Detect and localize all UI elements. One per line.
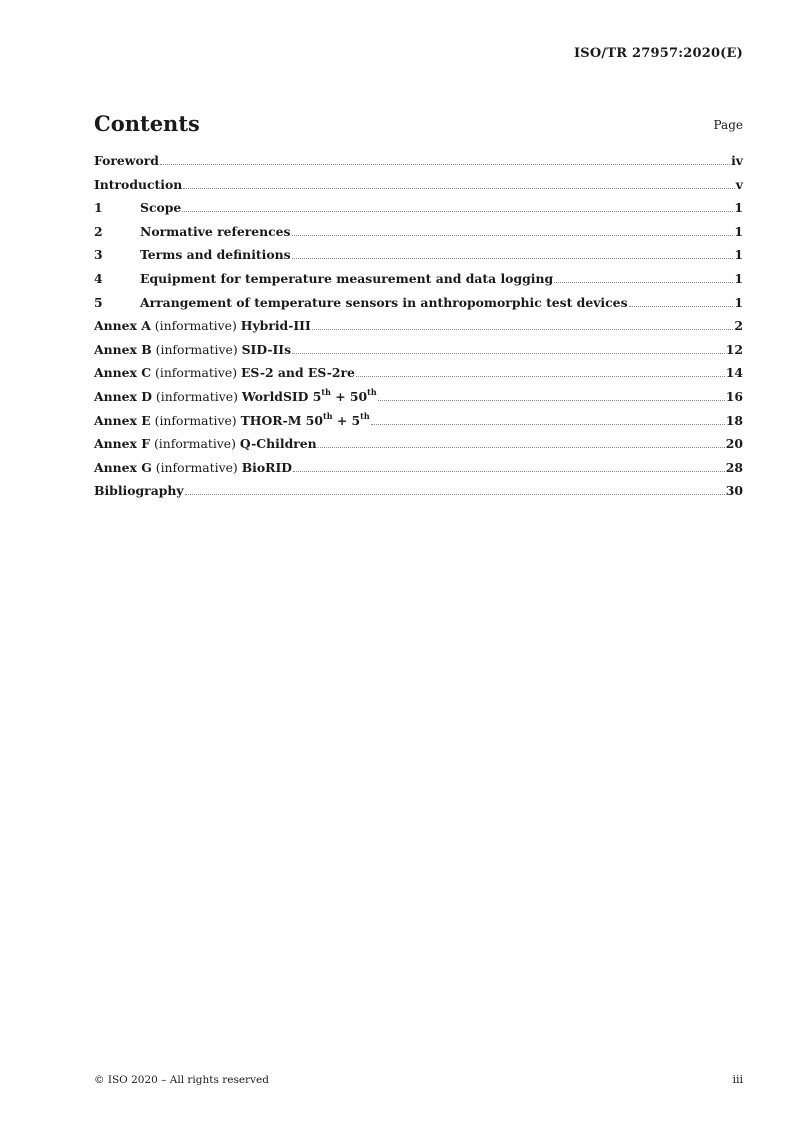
toc-entry-title: Normative references bbox=[140, 223, 291, 239]
toc-entry-title: Terms and definitions bbox=[140, 247, 291, 263]
toc-entry-title: Annex E (informative) THOR-M 50th + 5th bbox=[94, 410, 370, 428]
toc-entry-title: Scope bbox=[140, 200, 182, 216]
toc-entry-title: Annex B (informative) SID-IIs bbox=[94, 341, 292, 357]
toc-entry-annex-f[interactable] bbox=[94, 436, 743, 460]
toc-entry-annex-e[interactable] bbox=[94, 410, 743, 437]
dot-leader bbox=[629, 306, 734, 307]
toc-entry-title: Annex F (informative) Q-Children bbox=[94, 436, 317, 452]
toc-entry-page: 28 bbox=[725, 459, 743, 475]
table-of-contents bbox=[94, 153, 743, 507]
toc-entry-introduction[interactable] bbox=[94, 177, 743, 201]
toc-entry-clause-3[interactable] bbox=[94, 247, 743, 271]
toc-entry-page: 2 bbox=[734, 318, 743, 334]
toc-entry-number: 3 bbox=[94, 247, 103, 263]
toc-entry-number: 2 bbox=[94, 223, 103, 239]
dot-leader bbox=[378, 400, 725, 401]
toc-entry-annex-a[interactable] bbox=[94, 318, 743, 342]
toc-entry-clause-5[interactable] bbox=[94, 295, 743, 319]
toc-entry-title: Annex A (informative) Hybrid-III bbox=[94, 318, 311, 334]
dot-leader bbox=[318, 447, 725, 448]
toc-entry-annex-b[interactable] bbox=[94, 342, 743, 366]
dot-leader bbox=[312, 329, 734, 330]
toc-entry-title: Equipment for temperature measurement and data logging bbox=[140, 270, 554, 286]
toc-entry-page: 1 bbox=[734, 200, 743, 216]
toc-entry-number: 4 bbox=[94, 270, 103, 286]
toc-entry-clause-1[interactable] bbox=[94, 200, 743, 224]
toc-entry-title: Annex D (informative) WorldSID 5th + 50th bbox=[94, 386, 377, 404]
toc-entry-title: Annex C (informative) ES-2 and ES-2re bbox=[94, 365, 355, 381]
page-title: Contents bbox=[94, 111, 200, 136]
toc-entry-number: 1 bbox=[94, 200, 103, 216]
toc-entry-foreword[interactable] bbox=[94, 153, 743, 177]
toc-entry-page: 14 bbox=[725, 365, 743, 381]
toc-entry-page: 20 bbox=[725, 436, 743, 452]
toc-entry-number: 5 bbox=[94, 294, 103, 310]
toc-entry-clause-2[interactable] bbox=[94, 224, 743, 248]
toc-entry-title: Annex G (informative) BioRID bbox=[94, 459, 292, 475]
toc-entry-title: Bibliography bbox=[94, 483, 184, 499]
toc-entry-annex-d[interactable] bbox=[94, 386, 743, 413]
page-number: iii bbox=[732, 1073, 743, 1086]
toc-entry-annex-g[interactable] bbox=[94, 460, 743, 484]
dot-leader bbox=[292, 353, 725, 354]
dot-leader bbox=[371, 424, 725, 425]
dot-leader bbox=[292, 235, 734, 236]
toc-entry-page: 12 bbox=[725, 341, 743, 357]
dot-leader bbox=[356, 376, 725, 377]
page-column-label: Page bbox=[713, 118, 743, 132]
toc-entry-title: Introduction bbox=[94, 176, 183, 192]
document-identifier: ISO/TR 27957:2020(E) bbox=[574, 46, 743, 61]
dot-leader bbox=[182, 211, 733, 212]
dot-leader bbox=[183, 188, 735, 189]
toc-entry-page: 1 bbox=[734, 270, 743, 286]
toc-entry-title: Arrangement of temperature sensors in anthropomorphic test devices bbox=[140, 294, 628, 310]
toc-entry-title: Foreword bbox=[94, 153, 159, 168]
toc-entry-page: iv bbox=[731, 153, 743, 168]
toc-entry-page: 1 bbox=[734, 294, 743, 310]
dot-leader bbox=[160, 164, 730, 165]
copyright-notice: © ISO 2020 – All rights reserved bbox=[94, 1074, 269, 1086]
toc-entry-page: 1 bbox=[734, 247, 743, 263]
toc-entry-page: 16 bbox=[725, 388, 743, 404]
toc-entry-annex-c[interactable] bbox=[94, 365, 743, 389]
dot-leader bbox=[554, 282, 733, 283]
dot-leader bbox=[185, 494, 725, 495]
dot-leader bbox=[293, 471, 725, 472]
toc-entry-bibliography[interactable] bbox=[94, 483, 743, 507]
dot-leader bbox=[292, 258, 734, 259]
toc-entry-page: 30 bbox=[725, 483, 743, 499]
toc-entry-page: 18 bbox=[725, 412, 743, 428]
toc-entry-clause-4[interactable] bbox=[94, 271, 743, 295]
toc-entry-page: 1 bbox=[734, 223, 743, 239]
toc-entry-page: v bbox=[735, 176, 743, 192]
